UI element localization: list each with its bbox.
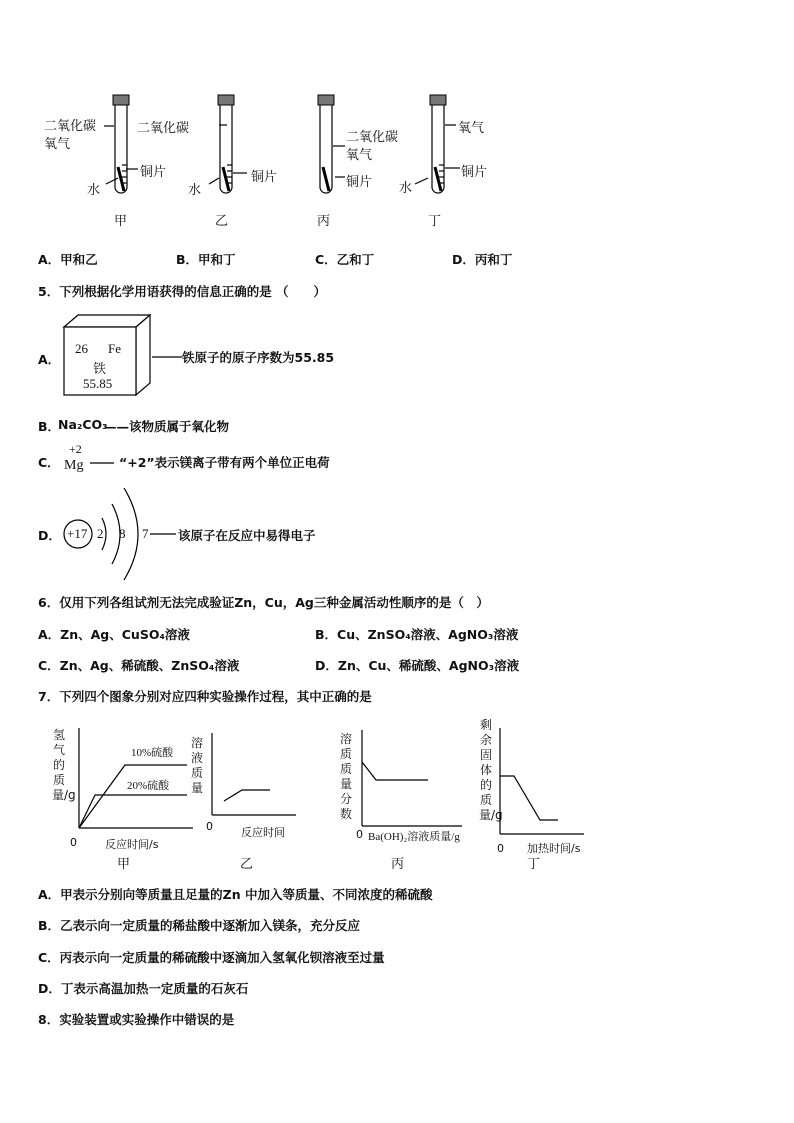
tube-yi-name: 乙 — [215, 214, 229, 229]
atom-shell-2: 8 — [119, 526, 126, 541]
tube-ding-label-cu: 铜片 — [461, 165, 488, 180]
graph-ding-xlabel: 加热时间/s — [527, 842, 581, 855]
graph-yi-xlabel: 反应时间 — [241, 826, 285, 839]
tube-yi-label-water: 水 — [188, 183, 202, 198]
graph-bing-xlabel: Ba(OH)₂溶液质量/g — [368, 831, 460, 843]
graph-jia-ylabel: 氢气的质量/g — [52, 728, 76, 802]
tube-yi-leaders — [197, 90, 257, 210]
q6-option-d: D．Zn、Cu、稀硫酸、AgNO₃溶液 — [315, 658, 520, 673]
element-cell-symbol: Fe — [108, 341, 121, 356]
graph-yi-ylabel: 溶液质量 — [190, 736, 203, 795]
q5-stem: 5．下列根据化学用语获得的信息正确的是 （ ） — [38, 284, 327, 299]
tube-yi-label-cu: 铜片 — [251, 170, 278, 185]
graph-bing-series — [358, 730, 468, 830]
q5-c-prefix: C． — [38, 455, 60, 470]
tube-bing-label-cu: 铜片 — [346, 175, 373, 190]
q5-c-text: “+2”表示镁离子带有两个单位正电荷 — [119, 455, 330, 470]
q7-option-a: A．甲表示分别向等质量且足量的Zn 中加入等质量、不同浓度的稀硫酸 — [38, 887, 433, 902]
tube-bing-label-co2: 二氧化碳 — [346, 130, 399, 145]
tube-yi-label-co2: 二氧化碳 — [137, 121, 190, 136]
q4-option-b: B．甲和丁 — [176, 252, 236, 267]
graph-ding-series — [496, 728, 596, 838]
graph-jia-legend-20: 20%硫酸 — [127, 780, 170, 792]
tube-jia-label-o2: 氧气 — [44, 137, 71, 152]
graph-jia-name: 甲 — [117, 857, 131, 872]
q5-b-text: ——该物质属于氧化物 — [104, 419, 230, 434]
tube-bing-name: 丙 — [317, 214, 331, 229]
q4-option-a: A．甲和乙 — [38, 252, 98, 267]
tube-jia-label-water: 水 — [87, 183, 101, 198]
graph-jia-xlabel: 反应时间/s — [105, 838, 159, 851]
q7-option-c: C．丙表示向一定质量的稀硫酸中逐滴加入氢氧化钡溶液至过量 — [38, 950, 385, 965]
q5-d-text: 该原子在反应中易得电子 — [178, 528, 316, 543]
graph-ding-name: 丁 — [527, 857, 541, 872]
tube-jia-label-co2: 二氧化碳 — [44, 119, 97, 134]
q7-option-b: B．乙表示向一定质量的稀盐酸中逐渐加入镁条，充分反应 — [38, 918, 361, 933]
q6-option-b: B．Cu、ZnSO₄溶液、AgNO₃溶液 — [315, 627, 519, 642]
graph-yi-origin: 0 — [206, 820, 213, 833]
q5-c-charge: +2 — [69, 442, 82, 456]
tube-ding-name: 丁 — [428, 214, 442, 229]
atom-shell-1: 2 — [97, 526, 104, 541]
graph-ding-ylabel: 剩余固体的质量/g — [479, 718, 503, 822]
graph-bing-origin: 0 — [356, 828, 363, 841]
graph-jia-origin: 0 — [70, 836, 77, 849]
q7-option-d: D．丁表示高温加热一定质量的石灰石 — [38, 981, 249, 996]
q5-a-text: 铁原子的原子序数为55.85 — [182, 350, 335, 365]
graph-yi-name: 乙 — [240, 857, 254, 872]
tube-ding-label-o2: 氧气 — [458, 121, 485, 136]
q6-stem: 6．仅用下列各组试剂无法完成验证Zn，Cu，Ag三种金属活动性顺序的是（ ） — [38, 595, 489, 610]
graph-yi-series — [208, 733, 308, 823]
graph-ding-origin: 0 — [497, 842, 504, 855]
tube-bing-label-o2: 氧气 — [346, 148, 373, 163]
atom-nucleus: +17 — [67, 526, 88, 541]
element-cell-number: 26 — [75, 341, 88, 356]
tube-ding-label-water: 水 — [399, 181, 413, 196]
graph-jia-legend-10: 10%硫酸 — [131, 747, 174, 759]
q5-c-symbol: Mg — [64, 458, 84, 473]
q7-stem: 7．下列四个图象分别对应四种实验操作过程，其中正确的是 — [38, 689, 372, 704]
q5-a-prefix: A． — [38, 352, 61, 367]
q8-stem: 8．实验装置或实验操作中错误的是 — [38, 1012, 235, 1027]
graph-bing-name: 丙 — [391, 857, 405, 872]
atom-shell-3: 7 — [142, 526, 149, 541]
q5-d-prefix: D． — [38, 528, 61, 543]
tube-jia-label-cu: 铜片 — [140, 165, 167, 180]
q5-b-prefix: B． — [38, 419, 61, 434]
graph-bing-ylabel: 溶质质量分数 — [339, 732, 352, 821]
q4-option-d: D．丙和丁 — [452, 252, 513, 267]
element-cell-mass: 55.85 — [83, 376, 113, 391]
q6-option-c: C．Zn、Ag、稀硫酸、ZnSO₄溶液 — [38, 658, 240, 673]
q5-c-connector — [90, 461, 120, 465]
tube-ding-leaders — [410, 90, 470, 210]
tube-jia-name: 甲 — [114, 214, 128, 229]
q5-b-formula: Na₂CO₃ — [58, 417, 108, 432]
q6-option-a: A．Zn、Ag、CuSO₄溶液 — [38, 627, 190, 642]
q4-option-c: C．乙和丁 — [315, 252, 375, 267]
element-cell-name: 铁 — [93, 362, 107, 377]
tube-jia-leaders — [100, 90, 140, 210]
